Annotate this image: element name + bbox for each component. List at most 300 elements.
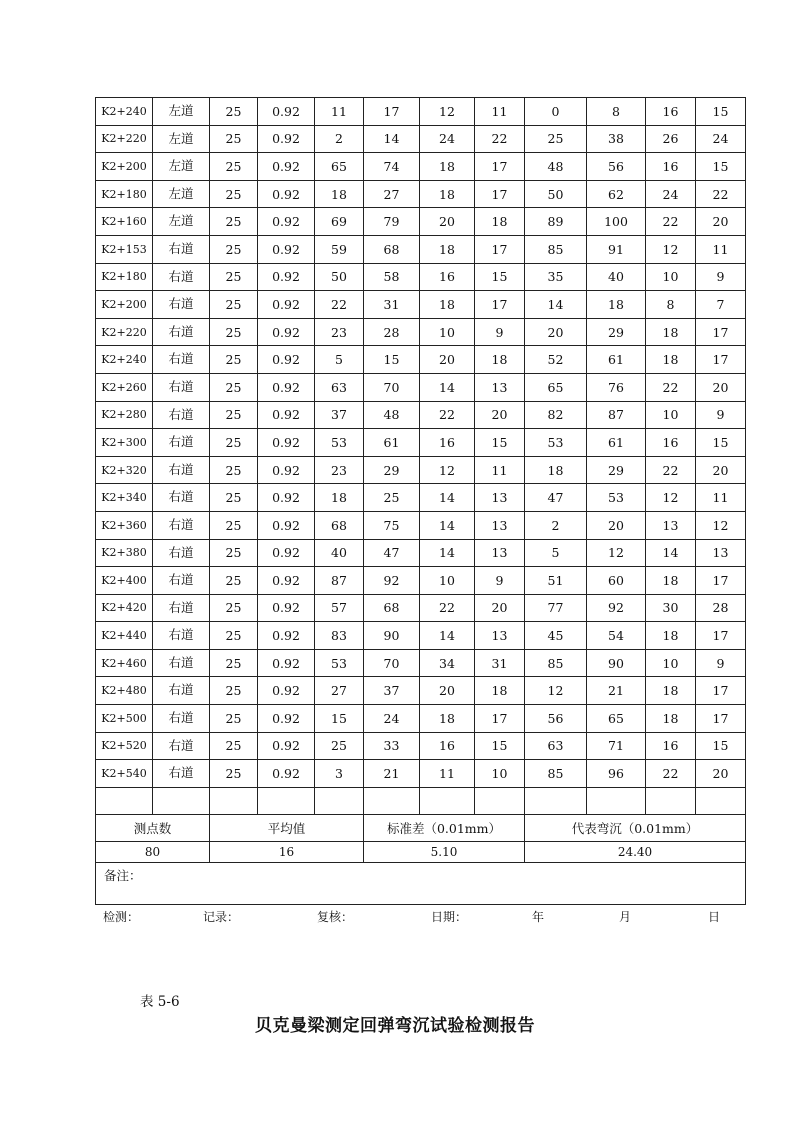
cell-temp: 25 <box>210 484 258 512</box>
cell-d3: 12 <box>646 235 696 263</box>
cell-coef: 0.92 <box>258 456 315 484</box>
cell-d2: 11 <box>475 98 525 126</box>
cell-r2: 68 <box>364 235 420 263</box>
cell-r4: 71 <box>587 732 646 760</box>
cell-r3: 47 <box>525 484 587 512</box>
cell-r2: 27 <box>364 180 420 208</box>
cell-r3: 53 <box>525 429 587 457</box>
cell-r3: 65 <box>525 373 587 401</box>
cell-coef: 0.92 <box>258 594 315 622</box>
cell-temp: 25 <box>210 98 258 126</box>
cell-r3: 85 <box>525 760 587 788</box>
cell-temp: 25 <box>210 567 258 595</box>
cell-d1: 16 <box>420 732 475 760</box>
cell-station: K2+220 <box>96 125 153 153</box>
cell-r4: 18 <box>587 291 646 319</box>
record-label: 记录： <box>203 910 240 924</box>
rep-deflection-value: 24.40 <box>525 842 746 863</box>
cell-station: K2+180 <box>96 180 153 208</box>
cell-r1: 65 <box>315 153 364 181</box>
cell-station: K2+153 <box>96 235 153 263</box>
cell-r4: 56 <box>587 153 646 181</box>
cell-r1: 83 <box>315 622 364 650</box>
cell-d1: 14 <box>420 539 475 567</box>
cell-r1: 23 <box>315 456 364 484</box>
cell-r3: 50 <box>525 180 587 208</box>
cell-coef: 0.92 <box>258 98 315 126</box>
cell-d4: 20 <box>696 373 746 401</box>
cell-d1: 12 <box>420 456 475 484</box>
cell-lane: 右道 <box>153 539 210 567</box>
cell-station: K2+420 <box>96 594 153 622</box>
cell-d2: 17 <box>475 235 525 263</box>
cell-r4: 40 <box>587 263 646 291</box>
cell-temp: 25 <box>210 208 258 236</box>
cell-coef: 0.92 <box>258 401 315 429</box>
cell-r2: 14 <box>364 125 420 153</box>
table-row <box>96 622 746 650</box>
cell-d2: 13 <box>475 484 525 512</box>
table-caption: 表 5-6 <box>140 994 180 1010</box>
cell-r2: 79 <box>364 208 420 236</box>
cell-r2: 29 <box>364 456 420 484</box>
cell-d2: 11 <box>475 456 525 484</box>
cell-d2: 13 <box>475 373 525 401</box>
cell-temp: 25 <box>210 235 258 263</box>
cell-station: K2+180 <box>96 263 153 291</box>
cell-d1: 34 <box>420 649 475 677</box>
cell-d4: 17 <box>696 346 746 374</box>
cell-coef: 0.92 <box>258 484 315 512</box>
table-row <box>96 732 746 760</box>
cell-d3: 18 <box>646 705 696 733</box>
table-row <box>96 511 746 539</box>
cell-d2: 9 <box>475 567 525 595</box>
cell-r2: 74 <box>364 153 420 181</box>
cell-lane: 右道 <box>153 649 210 677</box>
cell-station: K2+220 <box>96 318 153 346</box>
table-row <box>96 567 746 595</box>
cell-d2: 22 <box>475 125 525 153</box>
cell-r4: 20 <box>587 511 646 539</box>
cell-r3: 56 <box>525 705 587 733</box>
cell-d3: 24 <box>646 180 696 208</box>
cell-r1: 22 <box>315 291 364 319</box>
cell-lane: 右道 <box>153 401 210 429</box>
cell-r3: 77 <box>525 594 587 622</box>
cell-d1: 18 <box>420 291 475 319</box>
cell-r1: 18 <box>315 484 364 512</box>
cell-d4: 15 <box>696 429 746 457</box>
cell-d2: 17 <box>475 180 525 208</box>
cell-r4: 91 <box>587 235 646 263</box>
cell-d2: 15 <box>475 263 525 291</box>
table-row <box>96 208 746 236</box>
cell-r4: 53 <box>587 484 646 512</box>
cell-r4: 12 <box>587 539 646 567</box>
cell-d4: 15 <box>696 98 746 126</box>
date-label: 日期： <box>431 910 468 924</box>
cell-d2: 17 <box>475 153 525 181</box>
cell-d4: 9 <box>696 263 746 291</box>
cell-lane: 右道 <box>153 235 210 263</box>
cell-r1: 40 <box>315 539 364 567</box>
signature-line <box>95 908 745 926</box>
cell-temp: 25 <box>210 539 258 567</box>
cell-d1: 14 <box>420 622 475 650</box>
cell-d1: 11 <box>420 760 475 788</box>
cell-lane: 左道 <box>153 180 210 208</box>
cell-temp: 25 <box>210 263 258 291</box>
cell-r3: 89 <box>525 208 587 236</box>
cell-r4: 62 <box>587 180 646 208</box>
cell-r2: 24 <box>364 705 420 733</box>
cell-r1: 23 <box>315 318 364 346</box>
cell-temp: 25 <box>210 125 258 153</box>
cell-coef: 0.92 <box>258 429 315 457</box>
cell-coef: 0.92 <box>258 208 315 236</box>
cell-temp: 25 <box>210 291 258 319</box>
cell-r1: 18 <box>315 180 364 208</box>
cell-d2: 20 <box>475 401 525 429</box>
cell-r3: 85 <box>525 649 587 677</box>
month-label: 月 <box>619 910 632 924</box>
cell-station: K2+360 <box>96 511 153 539</box>
cell-r4: 60 <box>587 567 646 595</box>
remark-label: 备注： <box>96 863 746 905</box>
cell-r2: 21 <box>364 760 420 788</box>
cell-temp: 25 <box>210 649 258 677</box>
cell-coef: 0.92 <box>258 318 315 346</box>
cell-r4: 61 <box>587 429 646 457</box>
cell-r1: 50 <box>315 263 364 291</box>
cell-station: K2+200 <box>96 153 153 181</box>
cell-r3: 14 <box>525 291 587 319</box>
cell-r3: 63 <box>525 732 587 760</box>
cell-d3: 8 <box>646 291 696 319</box>
cell-lane: 右道 <box>153 705 210 733</box>
cell-coef: 0.92 <box>258 511 315 539</box>
cell-r2: 90 <box>364 622 420 650</box>
cell-r3: 18 <box>525 456 587 484</box>
cell-d1: 20 <box>420 677 475 705</box>
cell-d2: 31 <box>475 649 525 677</box>
cell-d3: 30 <box>646 594 696 622</box>
cell-station: K2+240 <box>96 346 153 374</box>
cell-r4: 29 <box>587 318 646 346</box>
report-title: 贝克曼梁测定回弹弯沉试验检测报告 <box>255 1016 535 1036</box>
cell-coef: 0.92 <box>258 373 315 401</box>
cell-d4: 11 <box>696 235 746 263</box>
cell-d1: 24 <box>420 125 475 153</box>
cell-lane: 右道 <box>153 594 210 622</box>
day-label: 日 <box>708 910 721 924</box>
cell-r2: 31 <box>364 291 420 319</box>
table-row <box>96 484 746 512</box>
cell-lane: 左道 <box>153 98 210 126</box>
cell-r2: 70 <box>364 373 420 401</box>
cell-d4: 17 <box>696 677 746 705</box>
cell-d3: 16 <box>646 98 696 126</box>
cell-r2: 48 <box>364 401 420 429</box>
cell-temp: 25 <box>210 153 258 181</box>
cell-temp: 25 <box>210 705 258 733</box>
cell-r1: 69 <box>315 208 364 236</box>
cell-r3: 51 <box>525 567 587 595</box>
cell-r1: 3 <box>315 760 364 788</box>
cell-d4: 17 <box>696 318 746 346</box>
cell-d1: 16 <box>420 263 475 291</box>
cell-lane: 右道 <box>153 732 210 760</box>
data-rows <box>96 98 746 788</box>
cell-r4: 92 <box>587 594 646 622</box>
cell-d2: 17 <box>475 291 525 319</box>
cell-r1: 5 <box>315 346 364 374</box>
cell-d3: 22 <box>646 760 696 788</box>
cell-lane: 右道 <box>153 567 210 595</box>
table-row <box>96 401 746 429</box>
cell-d1: 14 <box>420 484 475 512</box>
cell-lane: 右道 <box>153 346 210 374</box>
cell-d4: 11 <box>696 484 746 512</box>
cell-d3: 14 <box>646 539 696 567</box>
cell-d1: 22 <box>420 594 475 622</box>
cell-lane: 右道 <box>153 511 210 539</box>
cell-r2: 92 <box>364 567 420 595</box>
cell-r1: 27 <box>315 677 364 705</box>
cell-d1: 10 <box>420 318 475 346</box>
cell-d4: 22 <box>696 180 746 208</box>
cell-d2: 18 <box>475 346 525 374</box>
cell-r3: 85 <box>525 235 587 263</box>
cell-r1: 63 <box>315 373 364 401</box>
cell-temp: 25 <box>210 456 258 484</box>
cell-r4: 65 <box>587 705 646 733</box>
count-label: 测点数 <box>96 815 210 842</box>
cell-d4: 28 <box>696 594 746 622</box>
cell-d2: 20 <box>475 594 525 622</box>
cell-r4: 96 <box>587 760 646 788</box>
cell-r3: 12 <box>525 677 587 705</box>
cell-r4: 90 <box>587 649 646 677</box>
cell-d2: 10 <box>475 760 525 788</box>
cell-d3: 22 <box>646 373 696 401</box>
cell-d4: 15 <box>696 732 746 760</box>
cell-d1: 12 <box>420 98 475 126</box>
cell-d4: 9 <box>696 401 746 429</box>
cell-r3: 25 <box>525 125 587 153</box>
cell-d1: 20 <box>420 346 475 374</box>
cell-d1: 18 <box>420 235 475 263</box>
cell-d1: 14 <box>420 511 475 539</box>
cell-station: K2+160 <box>96 208 153 236</box>
cell-r3: 35 <box>525 263 587 291</box>
cell-coef: 0.92 <box>258 732 315 760</box>
cell-lane: 右道 <box>153 677 210 705</box>
table-row <box>96 291 746 319</box>
cell-lane: 左道 <box>153 208 210 236</box>
table-row <box>96 649 746 677</box>
cell-r2: 75 <box>364 511 420 539</box>
table-row <box>96 373 746 401</box>
cell-temp: 25 <box>210 318 258 346</box>
cell-lane: 左道 <box>153 153 210 181</box>
cell-temp: 25 <box>210 622 258 650</box>
cell-temp: 25 <box>210 180 258 208</box>
cell-d3: 22 <box>646 456 696 484</box>
cell-lane: 右道 <box>153 318 210 346</box>
table-row <box>96 263 746 291</box>
cell-coef: 0.92 <box>258 263 315 291</box>
cell-d4: 7 <box>696 291 746 319</box>
cell-coef: 0.92 <box>258 539 315 567</box>
cell-d3: 16 <box>646 429 696 457</box>
cell-coef: 0.92 <box>258 346 315 374</box>
cell-d2: 13 <box>475 539 525 567</box>
cell-d3: 16 <box>646 153 696 181</box>
review-label: 复核： <box>317 910 354 924</box>
cell-r2: 58 <box>364 263 420 291</box>
cell-r4: 54 <box>587 622 646 650</box>
cell-d3: 13 <box>646 511 696 539</box>
cell-station: K2+240 <box>96 98 153 126</box>
cell-station: K2+500 <box>96 705 153 733</box>
cell-d1: 20 <box>420 208 475 236</box>
cell-d3: 18 <box>646 622 696 650</box>
cell-coef: 0.92 <box>258 760 315 788</box>
cell-r2: 25 <box>364 484 420 512</box>
cell-d1: 22 <box>420 401 475 429</box>
cell-lane: 右道 <box>153 429 210 457</box>
cell-d4: 20 <box>696 760 746 788</box>
table-row <box>96 705 746 733</box>
cell-lane: 右道 <box>153 263 210 291</box>
cell-d4: 15 <box>696 153 746 181</box>
cell-r1: 53 <box>315 429 364 457</box>
cell-station: K2+460 <box>96 649 153 677</box>
cell-d3: 10 <box>646 401 696 429</box>
cell-r3: 5 <box>525 539 587 567</box>
cell-station: K2+480 <box>96 677 153 705</box>
cell-d3: 16 <box>646 732 696 760</box>
cell-d1: 14 <box>420 373 475 401</box>
cell-r1: 2 <box>315 125 364 153</box>
cell-station: K2+300 <box>96 429 153 457</box>
cell-d2: 13 <box>475 622 525 650</box>
cell-d4: 12 <box>696 511 746 539</box>
cell-d4: 17 <box>696 622 746 650</box>
table-row <box>96 456 746 484</box>
cell-d3: 18 <box>646 677 696 705</box>
cell-r4: 87 <box>587 401 646 429</box>
cell-temp: 25 <box>210 346 258 374</box>
cell-d2: 9 <box>475 318 525 346</box>
cell-temp: 25 <box>210 401 258 429</box>
cell-d3: 22 <box>646 208 696 236</box>
cell-d4: 13 <box>696 539 746 567</box>
cell-coef: 0.92 <box>258 153 315 181</box>
cell-lane: 右道 <box>153 291 210 319</box>
cell-r4: 8 <box>587 98 646 126</box>
mean-value: 16 <box>210 842 364 863</box>
cell-d4: 20 <box>696 456 746 484</box>
inspect-label: 检测： <box>103 910 140 924</box>
cell-r3: 48 <box>525 153 587 181</box>
cell-r2: 61 <box>364 429 420 457</box>
cell-d2: 15 <box>475 429 525 457</box>
cell-d1: 18 <box>420 153 475 181</box>
cell-r4: 61 <box>587 346 646 374</box>
cell-d3: 12 <box>646 484 696 512</box>
cell-d3: 10 <box>646 649 696 677</box>
cell-d3: 18 <box>646 346 696 374</box>
cell-coef: 0.92 <box>258 567 315 595</box>
cell-d4: 17 <box>696 567 746 595</box>
cell-r4: 100 <box>587 208 646 236</box>
cell-r1: 87 <box>315 567 364 595</box>
cell-r4: 76 <box>587 373 646 401</box>
cell-r1: 11 <box>315 98 364 126</box>
cell-d4: 9 <box>696 649 746 677</box>
table-row <box>96 594 746 622</box>
cell-temp: 25 <box>210 594 258 622</box>
table-row <box>96 318 746 346</box>
cell-d4: 17 <box>696 705 746 733</box>
cell-station: K2+320 <box>96 456 153 484</box>
cell-r1: 53 <box>315 649 364 677</box>
cell-r2: 28 <box>364 318 420 346</box>
table-row <box>96 539 746 567</box>
cell-d3: 26 <box>646 125 696 153</box>
cell-d1: 18 <box>420 180 475 208</box>
cell-d4: 24 <box>696 125 746 153</box>
cell-d2: 17 <box>475 705 525 733</box>
remark-row <box>96 863 746 905</box>
cell-r2: 68 <box>364 594 420 622</box>
cell-r2: 70 <box>364 649 420 677</box>
cell-r1: 15 <box>315 705 364 733</box>
cell-temp: 25 <box>210 760 258 788</box>
cell-coef: 0.92 <box>258 180 315 208</box>
cell-r4: 21 <box>587 677 646 705</box>
cell-temp: 25 <box>210 511 258 539</box>
table-row <box>96 180 746 208</box>
year-label: 年 <box>532 910 545 924</box>
cell-r2: 33 <box>364 732 420 760</box>
cell-coef: 0.92 <box>258 291 315 319</box>
cell-coef: 0.92 <box>258 125 315 153</box>
rep-deflection-label: 代表弯沉（0.01mm） <box>525 815 746 842</box>
cell-r2: 47 <box>364 539 420 567</box>
cell-coef: 0.92 <box>258 677 315 705</box>
std-value: 5.10 <box>364 842 525 863</box>
cell-d3: 18 <box>646 567 696 595</box>
table-row <box>96 98 746 126</box>
cell-r3: 2 <box>525 511 587 539</box>
cell-temp: 25 <box>210 677 258 705</box>
cell-coef: 0.92 <box>258 649 315 677</box>
cell-lane: 右道 <box>153 484 210 512</box>
cell-temp: 25 <box>210 373 258 401</box>
cell-temp: 25 <box>210 429 258 457</box>
cell-d1: 18 <box>420 705 475 733</box>
cell-d2: 13 <box>475 511 525 539</box>
cell-lane: 右道 <box>153 622 210 650</box>
summary-value-row <box>96 842 746 863</box>
cell-station: K2+280 <box>96 401 153 429</box>
cell-station: K2+340 <box>96 484 153 512</box>
summary-header-row <box>96 815 746 842</box>
